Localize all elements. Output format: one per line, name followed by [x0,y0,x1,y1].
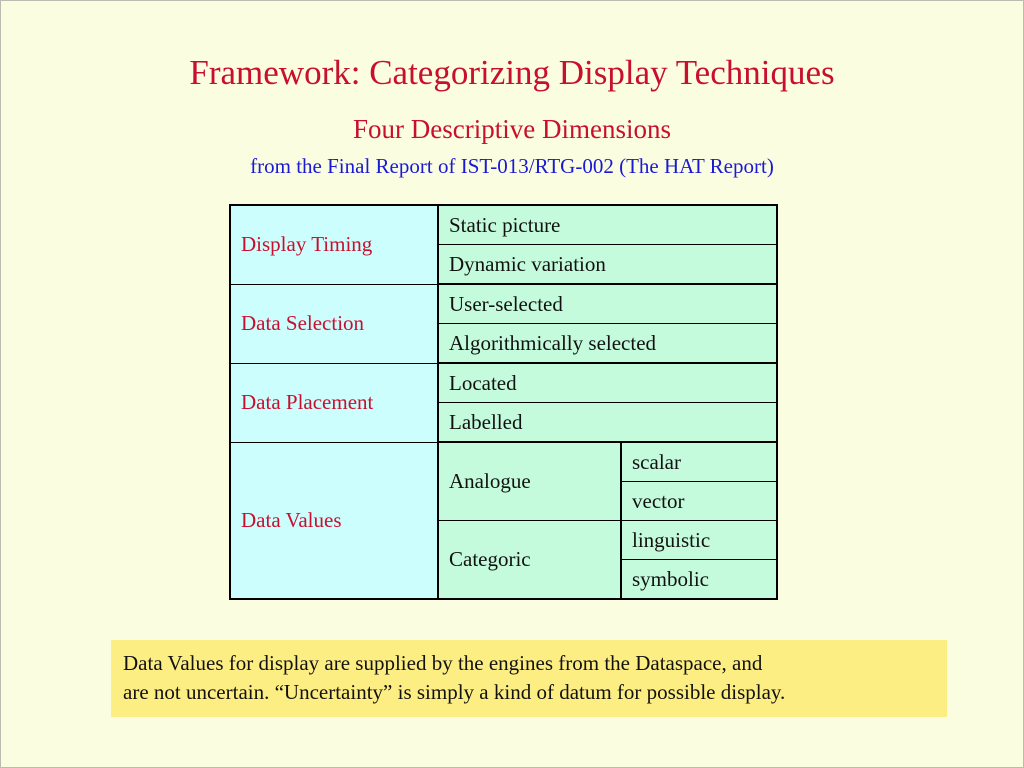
subgroup-analogue: Analogue [438,442,621,521]
dimension-data-placement: Data Placement [230,363,438,442]
dimension-data-values: Data Values [230,442,438,599]
slide-subtitle: Four Descriptive Dimensions [353,114,671,144]
option-cell: Located [438,363,777,403]
table-row [230,284,777,324]
leaf-cell: symbolic [621,560,777,600]
leaf-cell: scalar [621,442,777,482]
note-line: Data Values for display are supplied by the engines from the Dataspace, and [123,651,763,675]
leaf-cell: linguistic [621,521,777,560]
slide-title: Framework: Categorizing Display Techniques [189,53,835,92]
table-row [230,442,777,482]
table-row [230,205,777,245]
leaf-cell: vector [621,482,777,521]
dimension-data-selection: Data Selection [230,284,438,363]
source-citation: from the Final Report of IST-013/RTG-002 (The HAT Report) [250,154,774,178]
option-cell: Algorithmically selected [438,324,777,364]
option-cell: Static picture [438,205,777,245]
table-row [230,363,777,403]
note-box [111,640,947,717]
option-cell: Labelled [438,403,777,443]
dimension-display-timing: Display Timing [230,205,438,284]
note-line: are not uncertain. “Uncertainty” is simply a kind of datum for possible display. [123,680,786,704]
dimensions-table [229,204,778,600]
option-cell: Dynamic variation [438,245,777,285]
subgroup-categoric: Categoric [438,521,621,600]
option-cell: User-selected [438,284,777,324]
